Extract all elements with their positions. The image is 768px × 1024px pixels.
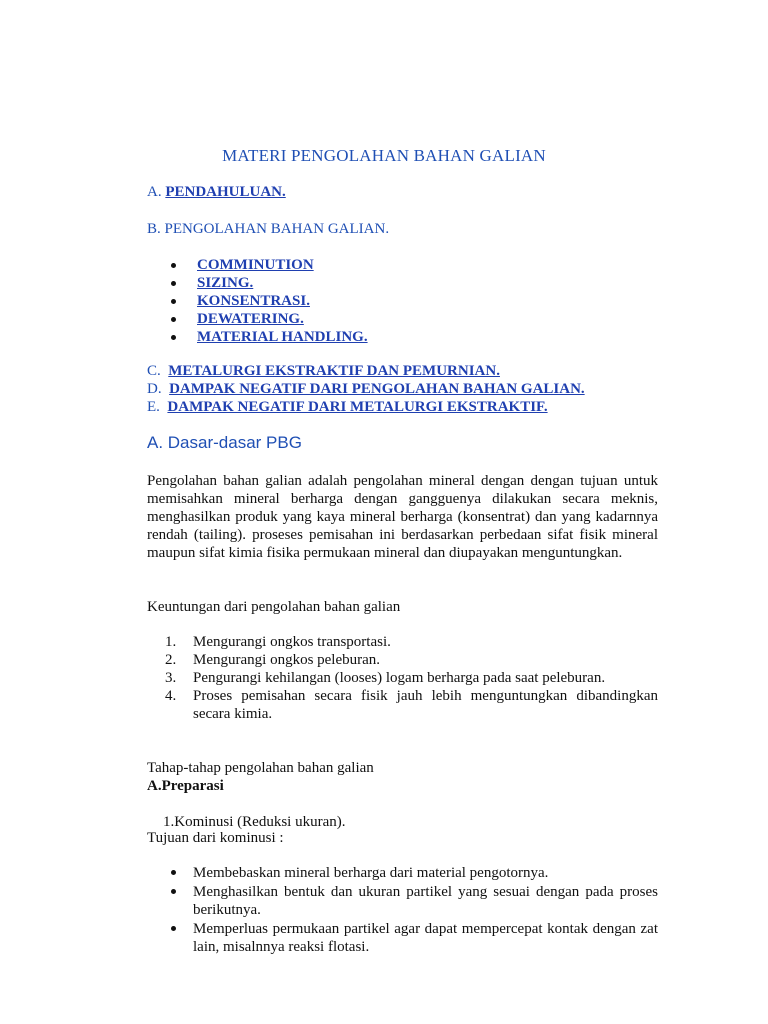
toc-link-konsentrasi[interactable]: KONSENTRASI. xyxy=(197,293,310,309)
list-number: 3. xyxy=(165,670,177,686)
benefits-heading: Keuntungan dari pengolahan bahan galian xyxy=(147,599,401,615)
list-item: Memperluas permukaan partikel agar dapat mempercepat kontak dengan zat lain, misalnnya reaksi flotasi. xyxy=(165,920,658,956)
toc-subitems xyxy=(165,257,368,347)
stages-heading: Tahap-tahap pengolahan bahan galian xyxy=(147,760,374,776)
toc-item-d-prefix: D. xyxy=(147,381,162,397)
list-item: Membebaskan mineral berharga dari material pengotornya. xyxy=(165,864,658,882)
toc-item-a xyxy=(147,184,286,201)
toc-link-pendahuluan[interactable]: PENDAHULUAN. xyxy=(165,184,286,200)
toc-subitem xyxy=(165,329,368,347)
toc-link-comminution[interactable]: COMMINUTION xyxy=(197,257,314,273)
list-item xyxy=(165,687,658,723)
list-item xyxy=(165,651,658,669)
toc-subitem xyxy=(165,257,368,275)
kominusi-heading: 1.Kominusi (Reduksi ukuran). xyxy=(163,814,346,830)
toc-subitem xyxy=(165,275,368,293)
list-item-text: Mengurangi ongkos peleburan. xyxy=(193,652,381,668)
toc-link-dampak-metalurgi[interactable]: DAMPAK NEGATIF DARI METALURGI EKSTRAKTIF. xyxy=(167,399,548,415)
intro-paragraph: Pengolahan bahan galian adalah pengolahan mineral dengan dengan tujuan untuk memisahkan mineral berharga dengan gangguenya dilakukan secara meknis, menghasilkan produk yang kaya mineral berharga (konsentrat) dan yang kadarnnya rendah (tailing). proseses pemisahan ini berdasarkan perbedaan sifat fisik mineral maupun sifat kimia fisika permukaan mineral dan diupayakan menguntungkan. xyxy=(147,473,658,561)
toc-link-dampak-pengolahan[interactable]: DAMPAK NEGATIF DARI PENGOLAHAN BAHAN GALIAN. xyxy=(169,381,585,397)
list-item-text: Mengurangi ongkos transportasi. xyxy=(193,634,391,650)
list-number: 2. xyxy=(165,652,177,668)
list-number: 1. xyxy=(165,634,177,650)
kominusi-list xyxy=(165,864,658,957)
benefits-list xyxy=(165,633,658,723)
toc-link-material-handling[interactable]: MATERIAL HANDLING. xyxy=(197,329,368,345)
toc-link-dewatering[interactable]: DEWATERING. xyxy=(197,311,304,327)
list-item xyxy=(165,633,658,651)
toc-item-e xyxy=(147,399,548,416)
section-heading: A. Dasar-dasar PBG xyxy=(147,433,302,452)
toc-link-sizing[interactable]: SIZING. xyxy=(197,275,254,291)
toc-link-metalurgi[interactable]: METALURGI EKSTRAKTIF DAN PEMURNIAN. xyxy=(168,363,500,379)
list-number: 4. xyxy=(165,688,177,704)
toc-subitem xyxy=(165,311,368,329)
page-title: MATERI PENGOLAHAN BAHAN GALIAN xyxy=(222,146,546,165)
list-item xyxy=(165,669,658,687)
toc-subitem xyxy=(165,293,368,311)
list-item-text: Proses pemisahan secara fisik jauh lebih menguntungkan dibandingkan secara kimia. xyxy=(193,688,658,722)
kominusi-goal: Tujuan dari kominusi : xyxy=(147,830,284,846)
toc-item-c-prefix: C. xyxy=(147,363,161,379)
toc-item-c xyxy=(147,363,500,380)
list-item-text: Pengurangi kehilangan (looses) logam berharga pada saat peleburan. xyxy=(193,670,606,686)
toc-item-d xyxy=(147,381,585,398)
toc-item-a-prefix: A. xyxy=(147,184,166,200)
toc-item-e-prefix: E. xyxy=(147,399,160,415)
list-item: Menghasilkan bentuk dan ukuran partikel yang sesuai dengan pada proses berikutnya. xyxy=(165,883,658,919)
preparation-heading: A.Preparasi xyxy=(147,778,224,794)
toc-item-b: B. PENGOLAHAN BAHAN GALIAN. xyxy=(147,221,390,237)
